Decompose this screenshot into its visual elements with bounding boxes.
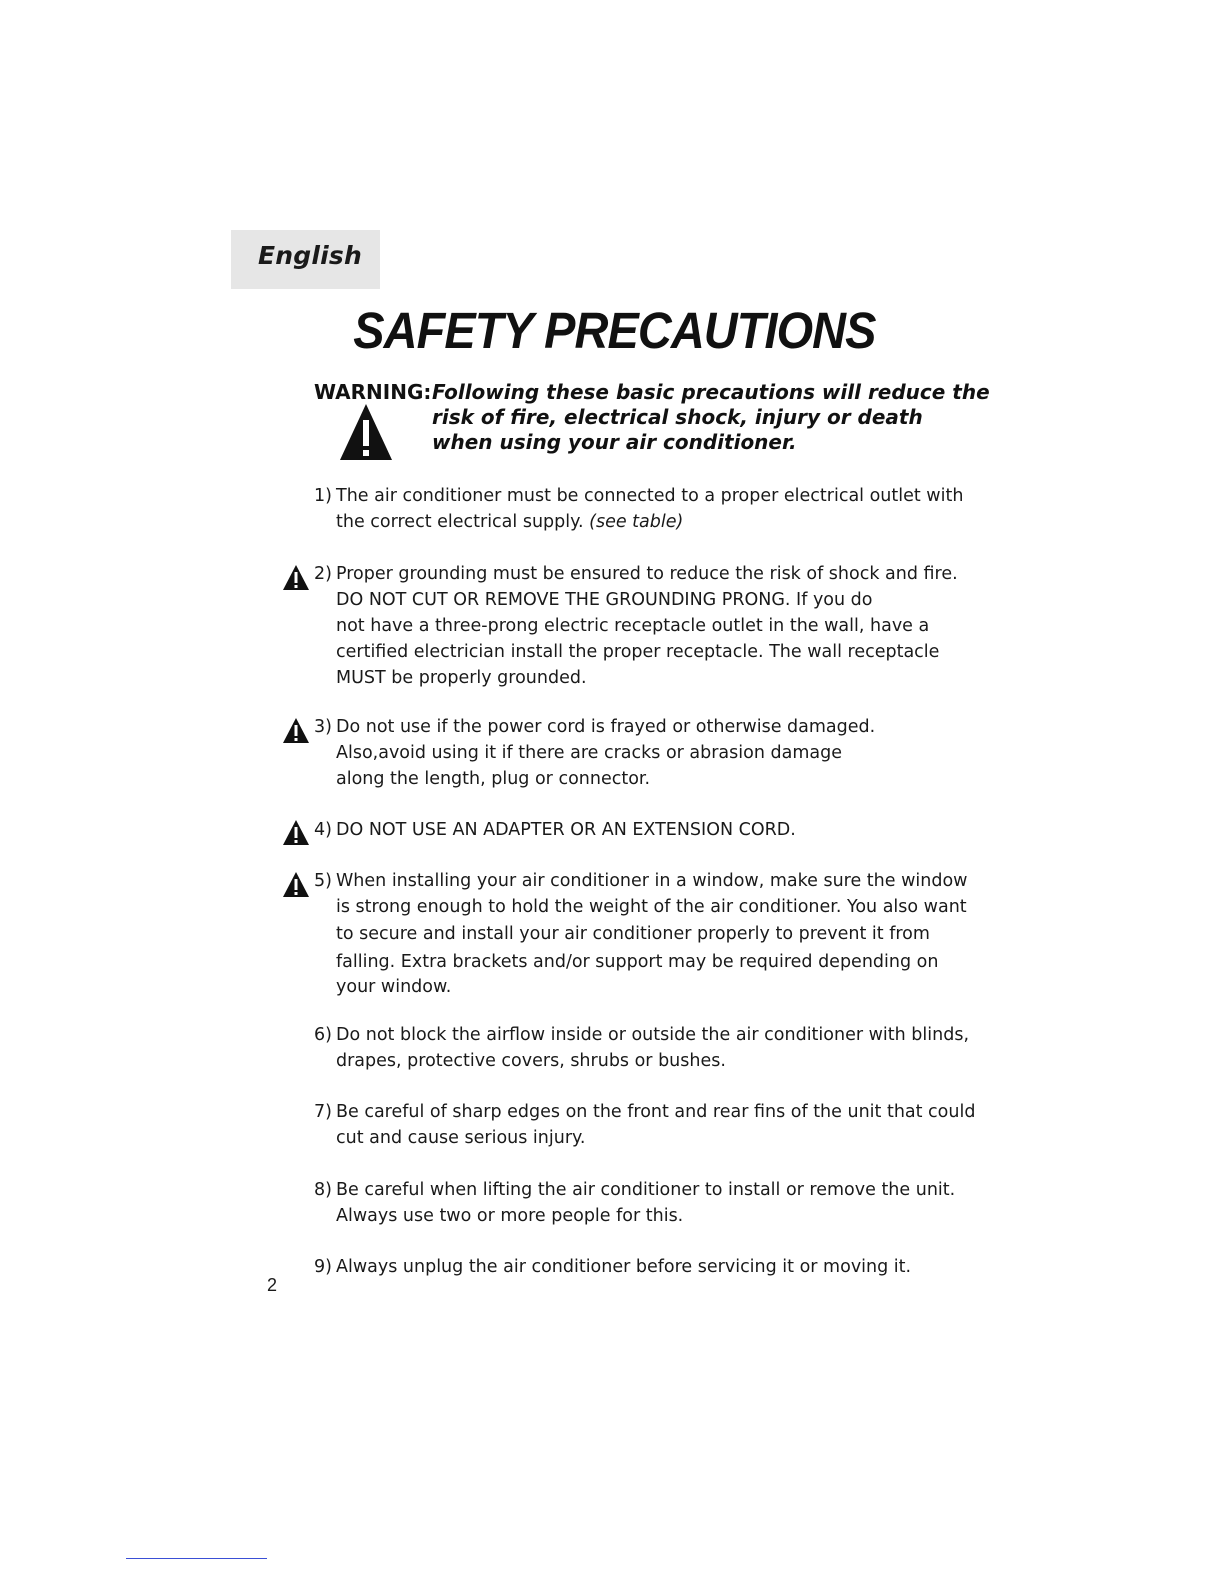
warning-triangle-icon [340, 404, 392, 460]
item-line: to secure and install your air conditioner properly to prevent it from [336, 924, 930, 944]
list-item [314, 714, 954, 792]
item-line: Do not use if the power cord is frayed or otherwise damaged. [336, 717, 876, 737]
item-number: 2) [314, 564, 332, 584]
warning-triangle-icon [283, 820, 309, 845]
item-line: is strong enough to hold the weight of the air conditioner. You also want [336, 897, 967, 917]
warning-line: when using your air conditioner. [432, 430, 797, 454]
warning-text [432, 380, 990, 455]
page-title: SAFETY PRECAUTIONS [353, 302, 876, 359]
warning-line: Following these basic precautions will reduce the [432, 380, 990, 404]
list-item [314, 1177, 954, 1229]
page-number: 2 [267, 1275, 278, 1295]
item-line: Be careful when lifting the air conditioner to install or remove the unit. [336, 1180, 956, 1200]
item-line: Always unplug the air conditioner before servicing it or moving it. [336, 1257, 912, 1277]
item-line: DO NOT CUT OR REMOVE THE GROUNDING PRONG. If you do [336, 590, 873, 610]
item-line: not have a three-prong electric receptacle outlet in the wall, have a [336, 616, 930, 636]
item-line: the correct electrical supply. [336, 512, 584, 532]
item-line: Be careful of sharp edges on the front and rear fins of the unit that could [336, 1102, 976, 1122]
list-item [314, 561, 958, 691]
warning-triangle-icon [283, 565, 309, 590]
item-line: your window. [336, 977, 452, 997]
item-line: Also,avoid using it if there are cracks or abrasion damage [336, 743, 842, 763]
item-line-with-note [336, 509, 954, 535]
item-number: 1) [314, 486, 332, 506]
warning-triangle-icon [283, 718, 309, 743]
footer-divider [126, 1558, 267, 1559]
warning-label: WARNING: [314, 380, 432, 404]
list-item [314, 483, 964, 535]
item-line: falling. Extra brackets and/or support may be required depending on [336, 952, 939, 972]
item-line: certified electrician install the proper receptacle. The wall receptacle [336, 642, 940, 662]
item-line: When installing your air conditioner in a window, make sure the window [336, 871, 968, 891]
item-line: DO NOT USE AN ADAPTER OR AN EXTENSION CORD. [336, 820, 796, 840]
language-tab [231, 230, 380, 289]
language-label: English [258, 241, 362, 270]
list-item [314, 817, 954, 843]
item-line: drapes, protective covers, shrubs or bushes. [336, 1051, 726, 1071]
list-item [314, 1099, 976, 1151]
warning-line: risk of fire, electrical shock, injury or death [432, 405, 923, 429]
warning-triangle-icon [283, 872, 309, 897]
list-item [314, 868, 968, 998]
item-line: cut and cause serious injury. [336, 1128, 586, 1148]
list-item [314, 1254, 954, 1280]
item-number: 9) [314, 1257, 332, 1277]
item-number: 5) [314, 871, 332, 891]
item-number: 6) [314, 1025, 332, 1045]
item-number: 3) [314, 717, 332, 737]
item-line: Proper grounding must be ensured to reduce the risk of shock and fire. [336, 564, 958, 584]
item-line: along the length, plug or connector. [336, 769, 651, 789]
see-table-note: (see table) [589, 512, 684, 532]
item-line: MUST be properly grounded. [336, 668, 587, 688]
item-line: Do not block the airflow inside or outside the air conditioner with blinds, [336, 1025, 970, 1045]
item-line: Always use two or more people for this. [336, 1206, 684, 1226]
item-line: The air conditioner must be connected to a proper electrical outlet with [336, 486, 964, 506]
item-number: 4) [314, 820, 332, 840]
list-item [314, 1022, 970, 1074]
item-number: 7) [314, 1102, 332, 1122]
item-number: 8) [314, 1180, 332, 1200]
